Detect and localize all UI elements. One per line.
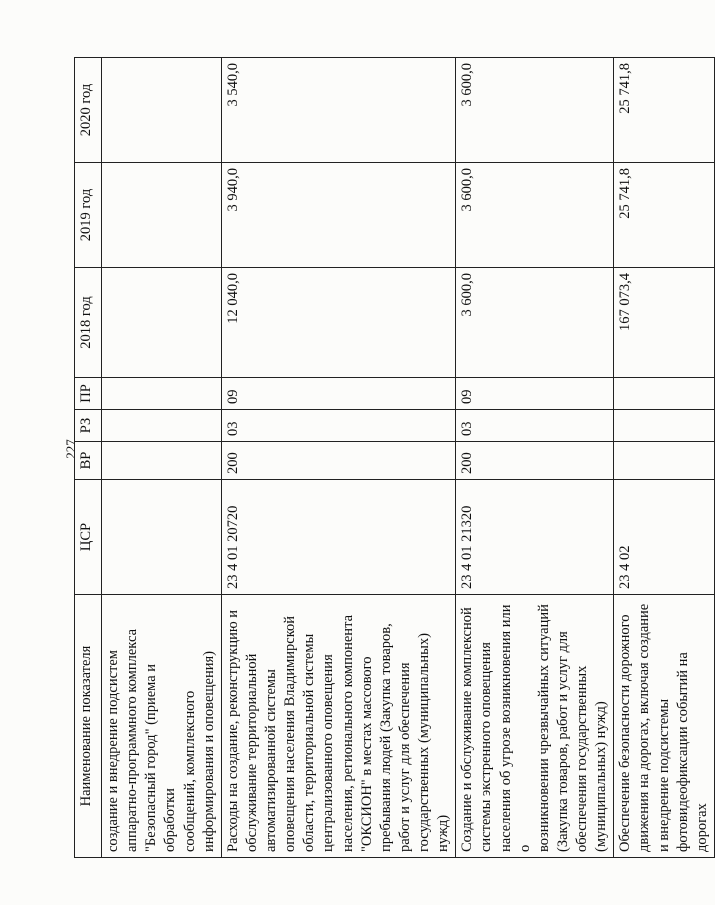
cell-2019: 25 741,8	[614, 163, 715, 268]
cell-rz	[102, 410, 222, 442]
cell-pr	[102, 378, 222, 410]
cell-vr	[102, 442, 222, 480]
cell-csr: 23 4 02	[614, 480, 715, 595]
header-2019: 2019 год	[75, 163, 102, 268]
cell-pr: 09	[221, 378, 456, 410]
cell-2020	[102, 58, 222, 163]
cell-csr: 23 4 01 20720	[221, 480, 456, 595]
header-csr: ЦСР	[75, 480, 102, 595]
table-row	[221, 58, 456, 858]
cell-2020: 25 741,8	[614, 58, 715, 163]
header-pr: ПР	[75, 378, 102, 410]
page-number: 227	[63, 439, 78, 459]
cell-2019: 3 940,0	[221, 163, 456, 268]
cell-2020: 3 600,0	[456, 58, 614, 163]
cell-name: Обеспечение безопасности дорожного движения на дорогах, включая создание и внедрение подсистемы фотовидеофиксации событий на дорогах	[614, 595, 715, 858]
cell-name: Создание и обслуживание комплексной системы экстренного оповещения населения об угрозе возникновения или о возникновении чрезвычайных ситуаций (Закупка товаров, работ и услуг для обеспечения государственных (муниципальных) нужд)	[456, 595, 614, 858]
header-name: Наименование показателя	[75, 595, 102, 858]
cell-rz: 03	[221, 410, 456, 442]
cell-pr	[614, 378, 715, 410]
cell-vr	[614, 442, 715, 480]
cell-2019: 3 600,0	[456, 163, 614, 268]
header-2018: 2018 год	[75, 268, 102, 378]
cell-vr: 200	[221, 442, 456, 480]
cell-2018	[102, 268, 222, 378]
cell-name: Расходы на создание, реконструкцию и обслуживание территориальной автоматизированной системы оповещения населения Владимирской области, территориальной системы централизованного оповещения населения, регионального компонента "ОКСИОН" в местах массового пребывания людей (Закупка товаров, работ и услуг для обеспечения государственных (муниципальных) нужд)	[221, 595, 456, 858]
table-row	[102, 58, 222, 858]
cell-csr: 23 4 01 21320	[456, 480, 614, 595]
header-rz: РЗ	[75, 410, 102, 442]
cell-2019	[102, 163, 222, 268]
cell-2018: 3 600,0	[456, 268, 614, 378]
cell-rz	[614, 410, 715, 442]
cell-name: создание и внедрение подсистем аппаратно-программного комплекса "Безопасный город" (приема и обработки сообщений, комплексного информирования и оповещения)	[102, 595, 222, 858]
budget-table	[74, 57, 715, 858]
table-row	[614, 58, 715, 858]
rotated-page-content	[74, 58, 710, 858]
header-2020: 2020 год	[75, 58, 102, 163]
header-vr: ВР	[75, 442, 102, 480]
table-row	[456, 58, 614, 858]
cell-2018: 167 073,4	[614, 268, 715, 378]
cell-vr: 200	[456, 442, 614, 480]
cell-csr	[102, 480, 222, 595]
cell-rz: 03	[456, 410, 614, 442]
cell-2018: 12 040,0	[221, 268, 456, 378]
table-header-row	[75, 58, 102, 858]
cell-pr: 09	[456, 378, 614, 410]
cell-2020: 3 540,0	[221, 58, 456, 163]
